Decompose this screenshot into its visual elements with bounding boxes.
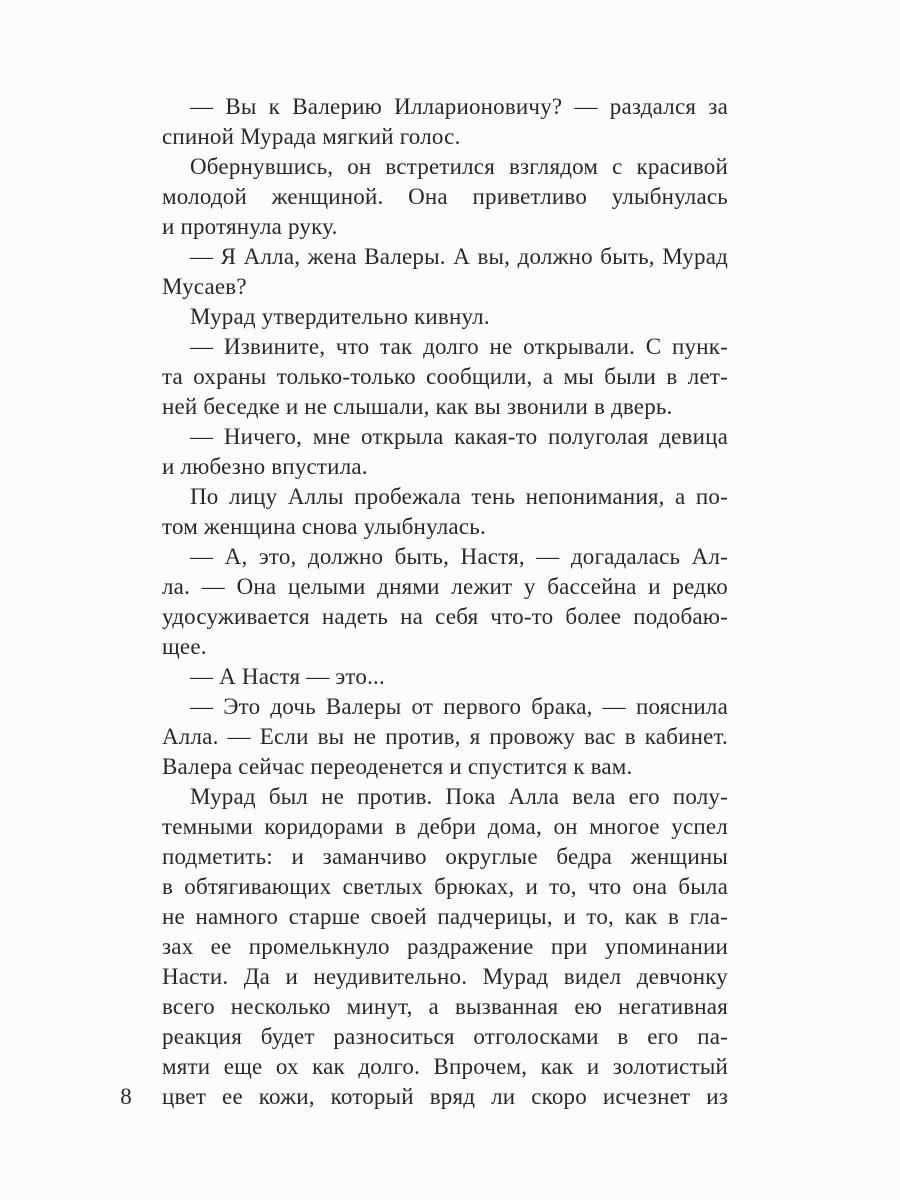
text-line: — А Настя — это... xyxy=(190,664,385,689)
paragraph xyxy=(162,422,728,482)
paragraph xyxy=(162,242,728,302)
text-line: Алла. — Если вы не против, я провожу вас в кабинет. xyxy=(162,724,728,749)
text-line: всего несколько минут, а вызванная ею негативная xyxy=(162,994,728,1019)
text-line: Насти. Да и неудивительно. Мурад видел девчонку xyxy=(162,964,728,989)
text-line: Валера сейчас переоденется и спустится к вам. xyxy=(162,754,633,779)
text-line: молодой женщиной. Она приветливо улыбнулась xyxy=(162,184,728,209)
text-line: Мурад был не против. Пока Алла вела его полу- xyxy=(190,784,728,809)
text-block xyxy=(162,92,728,1112)
text-line: и любезно впустила. xyxy=(162,454,368,479)
text-line: ней беседке и не слышали, как вы звонили в дверь. xyxy=(162,394,673,419)
paragraph xyxy=(162,152,728,242)
text-line: — А, это, должно быть, Настя, — догадалась Ал- xyxy=(190,544,728,569)
text-line: — Вы к Валерию Илларионовичу? — раздался за xyxy=(190,94,728,119)
text-line: реакция будет разноситься отголосками в его па- xyxy=(162,1024,728,1049)
paragraph xyxy=(162,542,728,662)
text-line: темными коридорами в дебри дома, он многое успел xyxy=(162,814,728,839)
text-line: не намного старше своей падчерицы, и то, как в гла- xyxy=(162,904,728,929)
paragraph xyxy=(162,482,728,542)
text-line: Мусаев? xyxy=(162,274,247,299)
text-line: — Это дочь Валеры от первого брака, — пояснила xyxy=(190,694,728,719)
text-line: в обтягивающих светлых брюках, и то, что она была xyxy=(162,874,728,899)
text-line: та охраны только-только сообщили, а мы были в лет- xyxy=(162,364,728,389)
text-line: — Извините, что так долго не открывали. С пунк- xyxy=(190,334,728,359)
text-line: цвет ее кожи, который вряд ли скоро исчезнет из xyxy=(162,1084,728,1109)
text-line: щее. xyxy=(162,634,207,659)
text-line: удосуживается надеть на себя что-то более подобаю- xyxy=(162,604,728,629)
text-line: зах ее промелькнуло раздражение при упоминании xyxy=(162,934,728,959)
text-line: Обернувшись, он встретился взглядом с красивой xyxy=(190,154,728,179)
text-line: — Я Алла, жена Валеры. А вы, должно быть, Мурад xyxy=(190,244,728,269)
page-number: 8 xyxy=(120,1084,132,1109)
paragraph xyxy=(162,332,728,422)
paragraph xyxy=(162,662,728,692)
text-line: том женщина снова улыбнулась. xyxy=(162,514,486,539)
text-line: Мурад утвердительно кивнул. xyxy=(190,304,490,329)
text-line: подметить: и заманчиво округлые бедра женщины xyxy=(162,844,728,869)
paragraph xyxy=(162,92,728,152)
paragraph xyxy=(162,692,728,782)
paragraph xyxy=(162,782,728,1112)
text-line: ла. — Она целыми днями лежит у бассейна и редко xyxy=(162,574,728,599)
text-line: спиной Мурада мягкий голос. xyxy=(162,124,461,149)
text-line: и протянула руку. xyxy=(162,214,338,239)
text-line: По лицу Аллы пробежала тень непонимания, а по- xyxy=(190,484,728,509)
text-line: — Ничего, мне открыла какая-то полуголая девица xyxy=(190,424,728,449)
paragraph xyxy=(162,302,728,332)
text-line: мяти еще ох как долго. Впрочем, как и золотистый xyxy=(162,1054,728,1079)
